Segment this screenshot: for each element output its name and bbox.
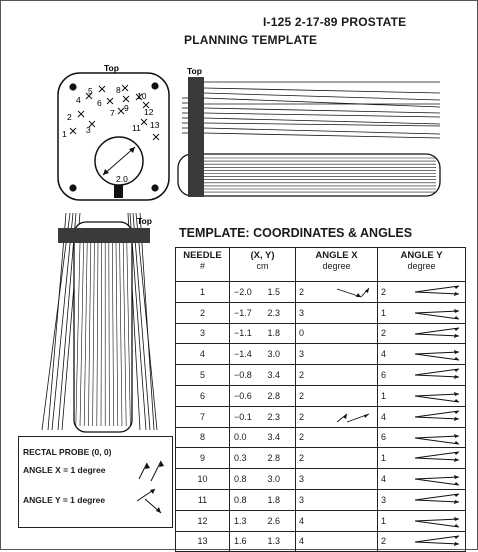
needle-line xyxy=(204,108,440,113)
needle-line xyxy=(133,213,150,430)
x-cell xyxy=(230,406,264,427)
x-cell-value: −2.0 xyxy=(234,286,252,297)
template-top-label: Top xyxy=(104,63,119,73)
angle-y-arrows-icon xyxy=(413,326,463,342)
angle-y-cell xyxy=(378,448,466,469)
angle-x-cell-value: 2 xyxy=(299,411,305,422)
needle-cell-value: 2 xyxy=(199,307,205,318)
angle-y-cell xyxy=(378,531,466,552)
table-row xyxy=(176,282,466,303)
y-cell-value: 2.3 xyxy=(267,411,281,422)
side-ticks xyxy=(182,98,188,133)
y-cell-value: 3.0 xyxy=(267,349,281,360)
x-cell xyxy=(230,323,264,344)
needle-hole-label: 12 xyxy=(144,107,154,117)
table-row xyxy=(176,406,466,427)
table-row xyxy=(176,531,466,552)
needle-line xyxy=(52,213,73,430)
x-cell xyxy=(230,282,264,303)
needle-cell-value: 7 xyxy=(199,411,205,422)
angle-y-cell xyxy=(378,323,466,344)
y-cell xyxy=(264,531,296,552)
angle-y-cell xyxy=(378,385,466,406)
needle-cell xyxy=(176,531,230,552)
angle-x-cell xyxy=(296,427,378,448)
probe-diameter-label: 2.0 xyxy=(116,174,128,184)
col-angle-y: ANGLE Y degree xyxy=(378,248,466,282)
angle-y-cell-value: 6 xyxy=(381,370,387,381)
angle-x-cell-value: 2 xyxy=(299,453,305,464)
needle-line xyxy=(204,88,440,93)
table-row xyxy=(176,323,466,344)
table-row xyxy=(176,469,466,490)
y-cell xyxy=(264,469,296,490)
x-cell-value: 0.3 xyxy=(234,453,247,464)
side-needle-lines xyxy=(204,82,440,138)
template-face-view xyxy=(58,63,169,200)
angle-x-cell xyxy=(296,448,378,469)
angle-y-cell xyxy=(378,469,466,490)
angle-y-arrows-icon xyxy=(413,305,463,321)
angle-x-cell-value: 2 xyxy=(299,286,305,297)
angle-x-arrow-icon xyxy=(151,461,161,481)
needle-cell xyxy=(176,385,230,406)
y-cell xyxy=(264,489,296,510)
x-cell xyxy=(230,469,264,490)
angle-y-cell-value: 1 xyxy=(381,307,387,318)
angle-x-cell-value: 4 xyxy=(299,515,305,526)
y-cell xyxy=(264,365,296,386)
angle-x-cell xyxy=(296,282,378,303)
angle-x-cell-value: 3 xyxy=(299,307,305,318)
x-cell xyxy=(230,489,264,510)
needle-cell xyxy=(176,510,230,531)
angle-y-cell xyxy=(378,427,466,448)
angle-y-cell-value: 1 xyxy=(381,453,387,464)
corner-pin xyxy=(151,184,158,191)
arrow-head-icon xyxy=(156,507,161,513)
y-cell xyxy=(264,302,296,323)
angle-y-arrows-icon xyxy=(413,409,463,425)
legend-box xyxy=(18,436,173,528)
needle-hole-label: 2 xyxy=(67,112,72,122)
x-cell-value: 0.8 xyxy=(234,494,247,505)
y-cell xyxy=(264,448,296,469)
needle-cell xyxy=(176,365,230,386)
needle-line xyxy=(204,113,440,117)
angle-x-cell xyxy=(296,510,378,531)
angle-y-arrows-icon xyxy=(413,450,463,466)
needle-cell xyxy=(176,344,230,365)
needle-cell-value: 10 xyxy=(197,474,208,485)
needle-cell-value: 3 xyxy=(199,328,205,339)
angle-x-cell-value: 3 xyxy=(299,494,305,505)
needle-cell-value: 12 xyxy=(197,515,208,526)
needle-line xyxy=(204,128,440,134)
y-cell xyxy=(264,406,296,427)
x-cell-value: −0.1 xyxy=(234,411,252,422)
needle-cell-value: 1 xyxy=(199,286,205,297)
needle-cell-value: 9 xyxy=(199,453,205,464)
needle-cell xyxy=(176,302,230,323)
needle-hole-label: 6 xyxy=(97,98,102,108)
figure-title: I-125 2-17-89 PROSTATE xyxy=(263,15,407,29)
x-cell-value: 0.0 xyxy=(234,432,247,443)
needle-cell-value: 4 xyxy=(199,349,205,360)
angle-x-cell xyxy=(296,323,378,344)
legend-angle-x: ANGLE X = 1 degree xyxy=(23,465,106,475)
x-cell-value: −1.7 xyxy=(234,307,252,318)
side-probe-body xyxy=(178,154,440,196)
table-header-row xyxy=(176,248,466,282)
angle-y-arrows-icon xyxy=(413,492,463,508)
needle-hole-label: 3 xyxy=(86,125,91,135)
y-cell-value: 2.8 xyxy=(267,390,281,401)
angle-y-arrows-icon xyxy=(413,346,463,362)
needle-cell xyxy=(176,469,230,490)
needle-hole-label: 9 xyxy=(124,103,129,113)
table-body xyxy=(176,282,466,552)
y-cell xyxy=(264,385,296,406)
angle-y-cell-value: 1 xyxy=(381,390,387,401)
needle-cell xyxy=(176,406,230,427)
x-cell xyxy=(230,302,264,323)
needle-cell xyxy=(176,489,230,510)
x-cell xyxy=(230,427,264,448)
table-row xyxy=(176,427,466,448)
angle-x-cell-value: 3 xyxy=(299,349,305,360)
needle-line xyxy=(140,213,154,430)
angle-x-arrow-icon xyxy=(139,463,147,479)
needle-cell-value: 11 xyxy=(197,494,208,505)
y-cell-value: 1.8 xyxy=(267,328,281,339)
angle-y-cell xyxy=(378,302,466,323)
template-top-view xyxy=(42,213,157,432)
angle-x-cell-value: 2 xyxy=(299,432,305,443)
needle-cell xyxy=(176,448,230,469)
angle-x-arrows-icon xyxy=(335,409,375,425)
x-cell-value: 1.3 xyxy=(234,515,247,526)
angle-y-arrows-icon xyxy=(413,388,463,404)
angle-x-cell xyxy=(296,385,378,406)
table-row xyxy=(176,344,466,365)
angle-y-arrows-icon xyxy=(413,471,463,487)
angle-x-arrows-icon xyxy=(335,284,375,300)
front-top-label: Top xyxy=(137,216,152,226)
angle-y-cell-value: 6 xyxy=(381,432,387,443)
angle-y-arrows-icon xyxy=(413,534,463,550)
template-side-view xyxy=(178,66,440,197)
col-xy: (X, Y) cm xyxy=(230,248,296,282)
angle-y-cell-value: 4 xyxy=(381,349,387,360)
angle-x-cell-value: 2 xyxy=(299,370,305,381)
y-cell xyxy=(264,282,296,303)
y-cell-value: 1.3 xyxy=(267,536,281,547)
angle-x-cell-value: 0 xyxy=(299,328,305,339)
angle-y-cell-value: 2 xyxy=(381,286,387,297)
y-cell xyxy=(264,427,296,448)
needle-line xyxy=(48,213,66,430)
angle-y-cell xyxy=(378,406,466,427)
legend-angle-y: ANGLE Y = 1 degree xyxy=(23,495,106,505)
needle-hole-label: 4 xyxy=(76,95,81,105)
angle-y-arrows-icon xyxy=(413,284,463,300)
angle-y-cell xyxy=(378,489,466,510)
probe-stem xyxy=(114,185,123,198)
needle-hole-label: 7 xyxy=(110,108,115,118)
angle-x-cell xyxy=(296,489,378,510)
needle-hole-label: 1 xyxy=(62,129,67,139)
legend-probe: RECTAL PROBE (0, 0) xyxy=(23,447,112,457)
needle-cell xyxy=(176,282,230,303)
angle-y-arrows-icon xyxy=(413,367,463,383)
col-needle: NEEDLE # xyxy=(176,248,230,282)
angle-x-cell xyxy=(296,365,378,386)
needle-cell xyxy=(176,323,230,344)
x-cell xyxy=(230,385,264,406)
x-cell-value: −1.1 xyxy=(234,328,252,339)
col-angle-x: ANGLE X degree xyxy=(296,248,378,282)
needle-hole-label: 5 xyxy=(88,86,93,96)
x-cell xyxy=(230,531,264,552)
table-row xyxy=(176,365,466,386)
angle-y-cell-value: 2 xyxy=(381,328,387,339)
needle-line xyxy=(58,213,76,430)
y-cell-value: 3.0 xyxy=(267,474,281,485)
y-cell xyxy=(264,323,296,344)
x-cell xyxy=(230,344,264,365)
angle-x-cell xyxy=(296,531,378,552)
front-template-block xyxy=(58,228,150,243)
x-cell-value: −0.8 xyxy=(234,370,252,381)
needle-cell-value: 8 xyxy=(199,432,205,443)
angle-y-cell xyxy=(378,510,466,531)
figure-subtitle: PLANNING TEMPLATE xyxy=(184,33,318,47)
angle-y-cell-value: 4 xyxy=(381,474,387,485)
side-template-block-front xyxy=(188,77,204,197)
legend-arrows xyxy=(19,437,172,527)
angle-y-cell xyxy=(378,365,466,386)
angle-x-cell-value: 4 xyxy=(299,536,305,547)
y-cell xyxy=(264,344,296,365)
x-cell-value: −1.4 xyxy=(234,349,252,360)
table-row xyxy=(176,302,466,323)
y-cell-value: 2.6 xyxy=(267,515,281,526)
y-cell-value: 2.3 xyxy=(267,307,281,318)
corner-pin xyxy=(69,184,76,191)
angle-x-cell xyxy=(296,302,378,323)
angle-y-cell-value: 1 xyxy=(381,515,387,526)
needle-line xyxy=(204,133,440,138)
needle-cell xyxy=(176,427,230,448)
x-cell-value: 1.6 xyxy=(234,536,247,547)
angle-y-cell xyxy=(378,344,466,365)
table-row xyxy=(176,448,466,469)
y-cell-value: 1.5 xyxy=(267,286,281,297)
x-cell xyxy=(230,365,264,386)
needle-line xyxy=(42,213,70,430)
angle-x-cell xyxy=(296,344,378,365)
x-cell-value: 0.8 xyxy=(234,474,247,485)
table-row xyxy=(176,510,466,531)
x-cell-value: −0.6 xyxy=(234,390,252,401)
needle-cell-value: 6 xyxy=(199,390,205,401)
x-cell xyxy=(230,510,264,531)
corner-pin xyxy=(151,82,158,89)
needle-hole-label: 13 xyxy=(150,120,160,130)
angle-x-cell-value: 3 xyxy=(299,474,305,485)
table-heading: TEMPLATE: COORDINATES & ANGLES xyxy=(179,226,413,240)
angle-y-arrows-icon xyxy=(413,430,463,446)
corner-pin xyxy=(69,83,76,90)
angle-y-cell-value: 2 xyxy=(381,536,387,547)
angle-y-cell-value: 4 xyxy=(381,411,387,422)
y-cell-value: 2.8 xyxy=(267,453,281,464)
y-cell xyxy=(264,510,296,531)
angle-x-cell xyxy=(296,469,378,490)
table-row xyxy=(176,385,466,406)
needle-hole-label: 11 xyxy=(132,123,141,133)
needle-cell-value: 5 xyxy=(199,370,205,381)
angle-x-cell-value: 2 xyxy=(299,390,305,401)
y-cell-value: 3.4 xyxy=(267,370,281,381)
x-cell xyxy=(230,448,264,469)
y-cell-value: 1.8 xyxy=(267,494,281,505)
table-row xyxy=(176,489,466,510)
needle-hole-label: 10 xyxy=(137,91,147,101)
angle-y-cell-value: 3 xyxy=(381,494,387,505)
needle-line xyxy=(136,213,157,430)
angle-x-cell xyxy=(296,406,378,427)
needle-hole xyxy=(136,91,147,101)
needle-cell-value: 13 xyxy=(197,536,208,547)
coordinates-table xyxy=(175,247,466,552)
angle-y-cell xyxy=(378,282,466,303)
y-cell-value: 3.4 xyxy=(267,432,281,443)
needle-hole-label: 8 xyxy=(116,85,121,95)
angle-y-arrows-icon xyxy=(413,513,463,529)
side-top-label: Top xyxy=(187,66,202,76)
